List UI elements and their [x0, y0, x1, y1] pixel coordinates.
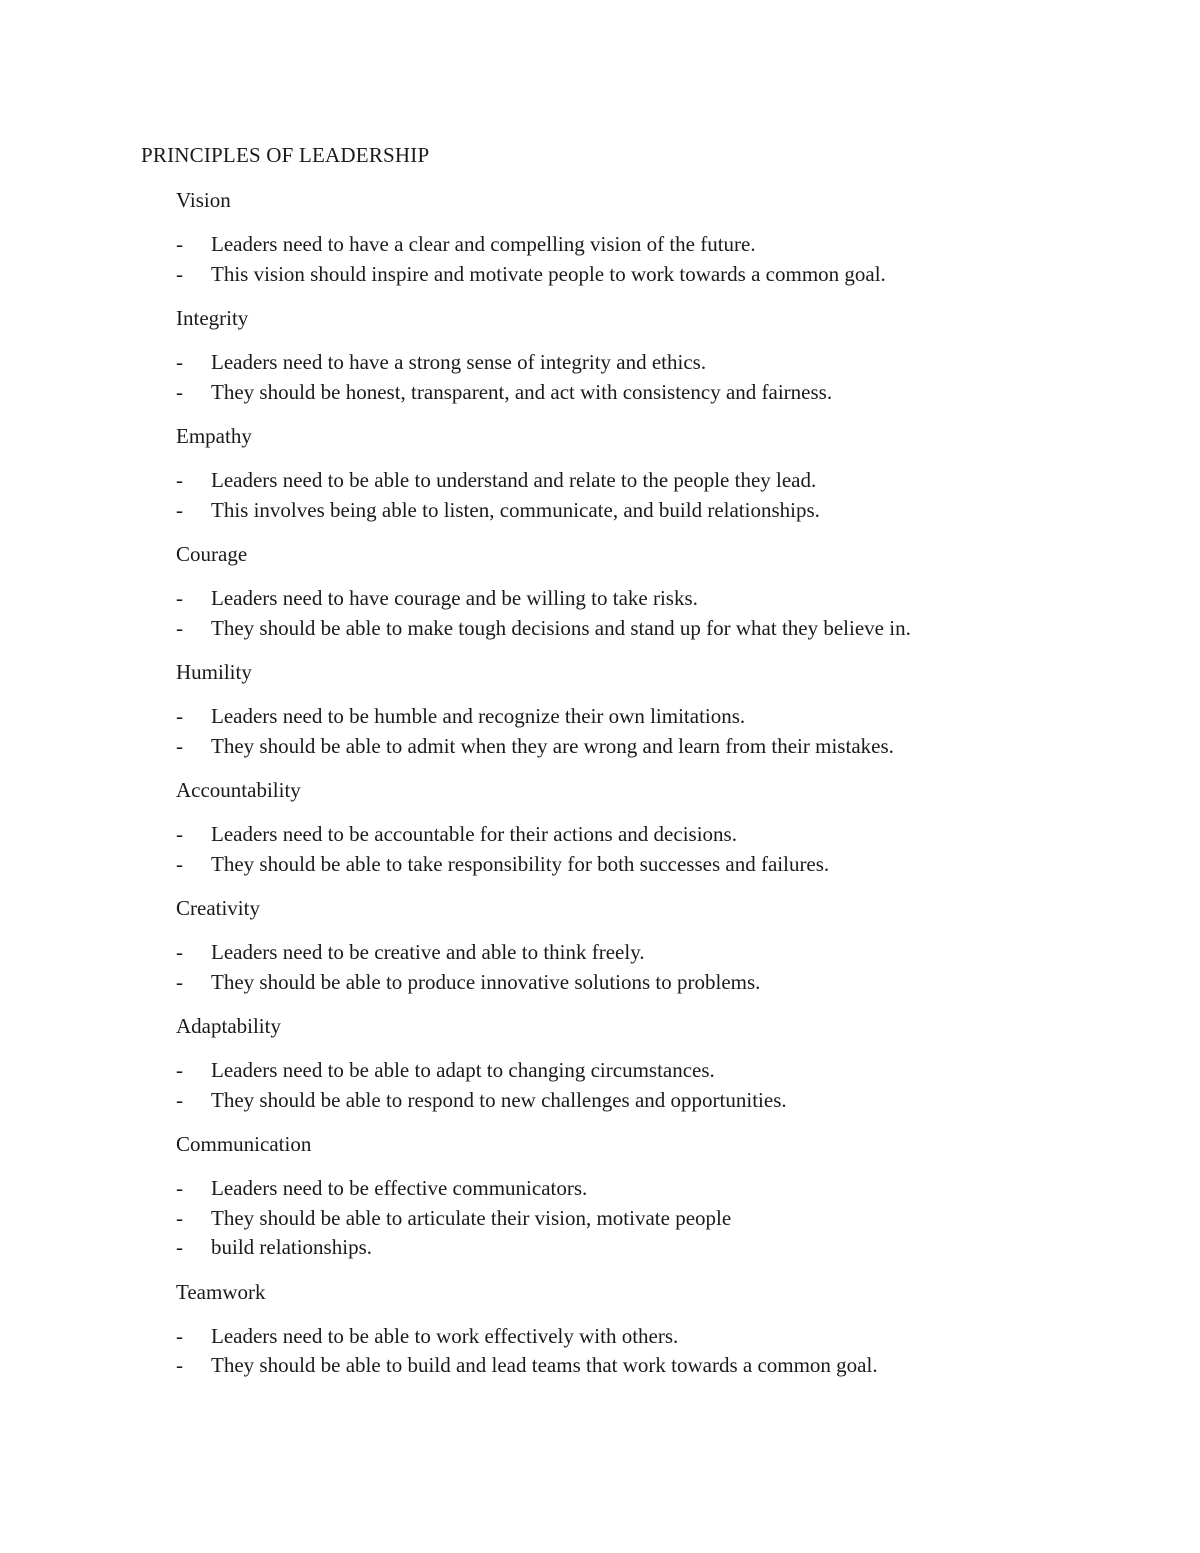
bullet-dash: -	[176, 969, 183, 994]
bullet-item	[176, 1351, 1136, 1381]
section-integrity	[176, 304, 1136, 407]
bullet-item	[176, 732, 1136, 762]
bullet-item	[176, 1233, 1136, 1263]
bullet-text: Leaders need to have a clear and compelling vision of the future.	[211, 232, 756, 256]
bullet-text: Leaders need to be able to understand and relate to the people they lead.	[211, 468, 817, 492]
bullet-item	[176, 378, 1136, 408]
bullet-item	[176, 850, 1136, 880]
section-heading: Accountability	[176, 778, 301, 802]
section-gap	[176, 643, 1136, 658]
bullet-text: Leaders need to be humble and recognize their own limitations.	[211, 704, 746, 728]
section-heading: Empathy	[176, 424, 252, 448]
document-title: PRINCIPLES OF LEADERSHIP	[141, 143, 430, 167]
bullet-dash: -	[176, 733, 183, 758]
section-gap	[176, 1115, 1136, 1130]
section-courage	[176, 540, 1136, 643]
bullet-item	[176, 496, 1136, 526]
bullet-dash: -	[176, 468, 183, 492]
bullet-text: This vision should inspire and motivate people to work towards a common goal.	[211, 261, 886, 286]
bullet-dash: -	[176, 1353, 183, 1377]
section-gap	[176, 997, 1136, 1012]
bullet-dash: -	[176, 822, 183, 846]
bullet-text: Leaders need to be effective communicators.	[211, 1176, 588, 1200]
bullet-item	[176, 938, 1136, 968]
bullet-text: They should be able to build and lead teams that work towards a common goal.	[211, 1353, 878, 1377]
bullet-item	[176, 1322, 1136, 1352]
bullet-item	[176, 1086, 1136, 1116]
bullet-item	[176, 968, 1136, 998]
bullet-item	[176, 260, 1136, 290]
bullet-dash: -	[176, 232, 183, 256]
section-gap	[176, 525, 1136, 540]
bullet-text: They should be able to make tough decisions and stand up for what they believe in.	[211, 615, 911, 640]
section-heading: Creativity	[176, 896, 260, 920]
bullet-text: They should be able to articulate their vision, motivate people	[211, 1205, 732, 1230]
bullet-item	[176, 230, 1136, 260]
section-creativity	[176, 894, 1136, 997]
bullet-dash: -	[176, 704, 183, 728]
section-empathy	[176, 422, 1136, 525]
section-communication	[176, 1130, 1136, 1263]
section-heading: Vision	[176, 188, 231, 212]
sections-list	[176, 186, 1136, 1381]
bullet-dash: -	[176, 1087, 183, 1112]
bullet-dash: -	[176, 1323, 183, 1348]
bullet-dash: -	[176, 1058, 183, 1082]
bullet-text: build relationships.	[211, 1235, 372, 1259]
bullet-text: Leaders need to have a strong sense of integrity and ethics.	[211, 350, 707, 374]
section-heading: Teamwork	[176, 1279, 266, 1304]
section-vision	[176, 186, 1136, 289]
bullet-item	[176, 466, 1136, 496]
bullet-item	[176, 584, 1136, 614]
bullet-dash: -	[176, 379, 183, 404]
section-heading: Communication	[176, 1132, 312, 1156]
bullet-dash: -	[176, 261, 183, 286]
section-accountability	[176, 776, 1136, 879]
bullet-item	[176, 820, 1136, 850]
bullet-dash: -	[176, 350, 183, 374]
bullet-text: They should be able to admit when they are wrong and learn from their mistakes.	[211, 733, 894, 758]
section-gap	[176, 879, 1136, 894]
bullet-dash: -	[176, 851, 183, 876]
bullet-text: Leaders need to have courage and be willing to take risks.	[211, 586, 698, 610]
bullet-dash: -	[176, 1235, 183, 1259]
bullet-item	[176, 702, 1136, 732]
bullet-text: Leaders need to be accountable for their actions and decisions.	[211, 822, 737, 846]
section-heading: Courage	[176, 542, 248, 566]
bullet-text: This involves being able to listen, communicate, and build relationships.	[211, 497, 820, 522]
section-adaptability	[176, 1012, 1136, 1115]
bullet-dash: -	[176, 940, 183, 964]
bullet-item	[176, 614, 1136, 644]
bullet-text: Leaders need to be able to adapt to changing circumstances.	[211, 1058, 715, 1082]
bullet-text: They should be able to take responsibility for both successes and failures.	[211, 851, 830, 876]
section-teamwork	[176, 1278, 1136, 1381]
section-heading: Humility	[176, 660, 252, 684]
section-gap	[176, 1263, 1136, 1278]
bullet-item	[176, 1204, 1136, 1234]
bullet-dash: -	[176, 497, 183, 522]
bullet-dash: -	[176, 615, 183, 640]
bullet-dash: -	[176, 1205, 183, 1230]
section-gap	[176, 407, 1136, 422]
section-gap	[176, 289, 1136, 304]
section-heading: Integrity	[176, 306, 249, 330]
bullet-text: They should be honest, transparent, and act with consistency and fairness.	[211, 379, 833, 404]
bullet-dash: -	[176, 1176, 183, 1200]
bullet-item	[176, 348, 1136, 378]
bullet-text: They should be able to respond to new challenges and opportunities.	[211, 1087, 787, 1112]
bullet-dash: -	[176, 586, 183, 610]
section-gap	[176, 761, 1136, 776]
bullet-text: Leaders need to be able to work effectively with others.	[211, 1323, 679, 1348]
bullet-item	[176, 1174, 1136, 1204]
bullet-text: They should be able to produce innovative solutions to problems.	[211, 969, 761, 994]
section-humility	[176, 658, 1136, 761]
section-heading: Adaptability	[176, 1014, 281, 1038]
bullet-item	[176, 1056, 1136, 1086]
bullet-text: Leaders need to be creative and able to think freely.	[211, 940, 645, 964]
